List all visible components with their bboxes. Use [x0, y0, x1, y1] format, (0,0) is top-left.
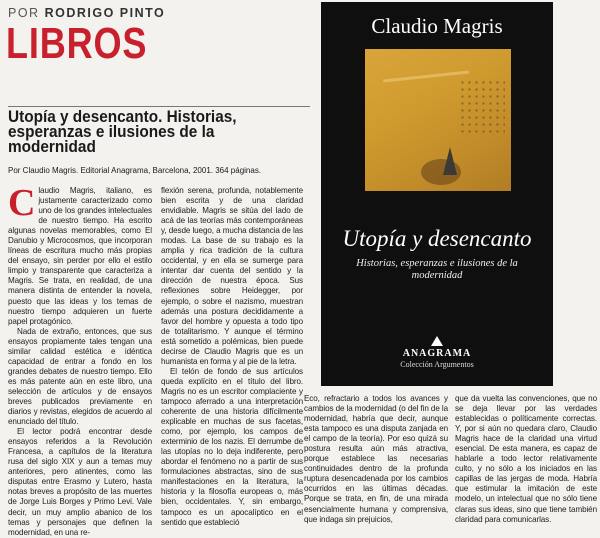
book-cover	[321, 2, 553, 386]
byline-prefix: POR	[8, 6, 40, 20]
article-paragraph: Eco, refractario a todos los avances y cambios de la modernidad (o del fin de la modernidad, habría que decir, aunque esta tampoco es una disputa zanjada en el campo de la teoría). Por eso quizá su postura resulta aún más atractiva, porque establece las necesarias continuidades dentro de la profunda ruptura desencadenada por los cambios ocurridos en las últimas décadas. Porque se trata, en fin, de una mirada esencialmente humana y comprensiva, que indaga sin prejuicios,	[304, 394, 448, 524]
article-paragraph: Nada de extraño, entonces, que sus ensayos propiamente tales tengan una similar calidad estética e idéntica capacidad de entrar a fondo en los grandes debates de nuestro tiempo. Ello es más patente aún en este libro, una selección de artículos y de ensayos breves publicados previamente en diarios y revistas, elegidos de acuerdo al enunciado del título.	[8, 326, 152, 427]
byline-author: RODRIGO PINTO	[44, 6, 166, 20]
drop-cap: C	[8, 182, 36, 224]
painting-figure	[443, 147, 457, 175]
article-column-4	[455, 394, 597, 524]
painting-texture	[459, 79, 505, 137]
article-paragraph: que da vuelta las convenciones, que no se deja llevar por las verdades establecidas o políticamente correctas. Y, por si aún no quedara claro, Claudio Magris hace de la claridad una virtud esencial. De esta manera, es capaz de hablarle a todo lector relativamente culto, y no sólo a los iniciados en las capillas de las jergas de moda. Habría que estimular la imitación de este modelo, un intelectual que no sólo tiene claras sus ideas, sino que tiene también claridad para comunicarlas.	[455, 394, 597, 524]
article-credits: Por Claudio Magris. Editorial Anagrama, Barcelona, 2001. 364 páginas.	[8, 166, 262, 175]
paragraph-text: laudio Magris, italiano, es justamente caracterizado como uno de los grandes intelectuales de nuestro tiempo. Ha escrito algunas novelas memorables, como El Danubio y Microcosmos, que incorporan líneas de escritura mucho más propias del ensayo, sin perder por ello el estilo limpio y transparente que caracteriza a Magris. Se trata, en realidad, de una manera distinta de entender la novela, puesto que las ideas y los temas de nuestro tiempo adquieren un fuerte papel protagónico.	[8, 186, 152, 326]
publisher-logo-icon	[431, 336, 443, 346]
book-subtitle: Historias, esperanzas e ilusiones de la modernidad	[356, 258, 518, 281]
book-title: Utopía y desencanto	[342, 226, 532, 251]
book-collection: Colección Argumentos	[400, 360, 474, 369]
article-paragraph: flexión serena, profunda, notablemente bien escrita y de una claridad envidiable. Magris se sitúa del lado de acá de las teorías más contemporáneas y, desde luego, a mucha distancia de las modas. La base de su trabajo es la amplia y rica tradición de la cultura occidental, y en ella se sumerge para intentar dar cuenta del sentido y la dirección de nuestra época. Sus reflexiones sobre Heidegger, por ejemplo, o sobre el nazismo, muestran además una postura decididamente a favor del hombre y opuesta a todo tipo de totalitarismo. Y aunque el término está sometido a polémicas, bien puede decirse de Claudio Magris que es un humanista en forma y al pie de la letra.	[161, 186, 303, 366]
section-title: LIBROS	[6, 19, 148, 68]
byline	[8, 6, 165, 20]
divider	[8, 106, 310, 107]
cover-painting	[365, 49, 511, 191]
article-paragraph	[8, 182, 152, 327]
article-column-3	[304, 394, 448, 524]
article-paragraph: El lector podrá encontrar desde ensayos referidos a la Revolución Francesa, a capítulos de la literatura rusa del siglo XIX y aun a temas muy anteriores, pero atinentes, como las disputas entre Erasmo y Lutero, hasta notas breves a propósito de las muertes de Jorge Luis Borges y Primo Levi. Vale decir, un muy amplio abanico de los temas y personajes que definen la modernidad, en una re-	[8, 427, 152, 537]
article-headline: Utopía y desencanto. Historias, esperanzas e ilusiones de la modernidad	[8, 108, 237, 156]
article-column-1	[8, 182, 152, 537]
painting-streak	[383, 71, 469, 83]
book-author: Claudio Magris	[371, 14, 503, 38]
book-publisher: ANAGRAMA	[402, 348, 472, 359]
article-paragraph: El telón de fondo de sus artículos queda explícito en el título del libro. Magris no es un escritor complaciente y tampoco aferrado a una interpretación coherente de una historia difícilmente explicable en muchas de sus facetas, como, por ejemplo, los campos de exterminio de los nazis. El derrumbe de las utopías no lo deja indiferente, pero abordar el fenómeno no a partir de sus formulaciones abstractas, sino de sus manifestaciones en la literatura, la historia y la filosofía europeas o, más bien, occidentales. Y, sin embargo, tampoco es un apocalíptico en el sentido que estableció	[161, 366, 303, 527]
article-column-2	[161, 186, 303, 527]
